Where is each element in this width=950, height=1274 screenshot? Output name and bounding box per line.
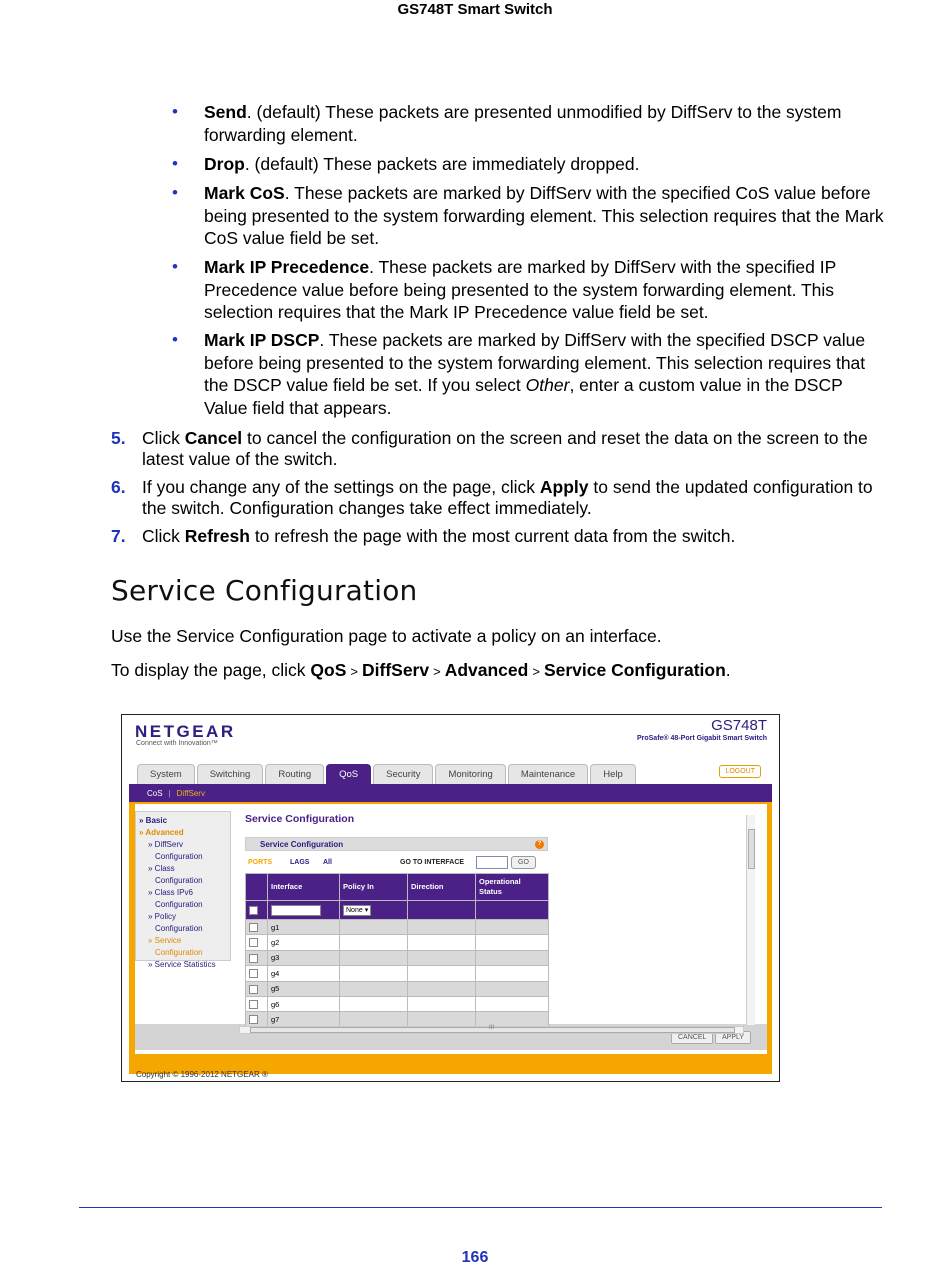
sidebar-item-service-statistics[interactable]: » Service Statistics: [148, 960, 216, 969]
panel-title: Service Configuration: [260, 839, 344, 849]
tab-routing[interactable]: Routing: [265, 764, 324, 784]
edit-row: [246, 901, 549, 920]
main-tabs: [137, 764, 636, 784]
nav-step: Advanced: [444, 660, 529, 680]
subnav-cos[interactable]: CoS: [147, 788, 163, 798]
product-name: GS748T: [711, 717, 767, 734]
bullet-term: Mark IP Precedence: [204, 257, 370, 277]
table-row: [246, 981, 549, 996]
tab-security[interactable]: Security: [373, 764, 433, 784]
filter-all[interactable]: All: [323, 859, 332, 866]
column-header: Policy In: [340, 874, 408, 901]
sidebar-item-class-config[interactable]: » Class: [148, 864, 175, 873]
tab-switching[interactable]: Switching: [197, 764, 264, 784]
interface-cell: g3: [268, 950, 340, 965]
filter-lags[interactable]: LAGS: [290, 859, 310, 866]
step-number: 7.: [111, 526, 126, 546]
bullet-text: . These packets are marked by DiffServ with the specified CoS value before being presented to the system forwarding element. This selection requires that the Mark CoS value field be set.: [204, 183, 884, 248]
logo-tagline: Connect with Innovation™: [136, 740, 218, 747]
nav-text: .: [725, 660, 731, 680]
step-text: to refresh the page with the most current data from the switch.: [249, 526, 736, 546]
step-bold: Refresh: [184, 526, 250, 546]
bullet-text: . (default) These packets are immediately dropped.: [244, 154, 640, 174]
table-row: [246, 966, 549, 981]
interface-cell: g1: [268, 920, 340, 935]
select-all-checkbox[interactable]: [249, 906, 258, 915]
bullet-italic: Other: [525, 375, 570, 395]
step-number: 5.: [111, 428, 126, 448]
nav-step: DiffServ: [362, 660, 430, 680]
sidebar-item-class-ipv6-config-line2[interactable]: Configuration: [155, 900, 203, 909]
bullet-term: Send: [204, 102, 247, 122]
bullet-mark-ip-dscp: [172, 329, 884, 419]
switch-ui-screenshot: [121, 714, 780, 1082]
policy-in-select[interactable]: [343, 905, 371, 916]
nav-separator: >: [350, 664, 358, 679]
tab-system[interactable]: System: [137, 764, 195, 784]
step-text: If you change any of the settings on the page, click: [142, 477, 540, 497]
copyright: Copyright © 1996-2012 NETGEAR ®: [136, 1070, 268, 1079]
bullet-send: [172, 101, 884, 146]
chevron-down-icon: ▾: [364, 906, 369, 914]
sidebar-item-diffserv-config[interactable]: » DiffServ: [148, 840, 183, 849]
help-icon[interactable]: ?: [535, 840, 544, 849]
bullet-term: Mark CoS: [204, 183, 285, 203]
header-select: [246, 874, 268, 901]
subnav-diffserv[interactable]: DiffServ: [176, 788, 205, 798]
row-checkbox[interactable]: [249, 1015, 258, 1024]
step-bold: Apply: [539, 477, 589, 497]
sidebar-item-advanced[interactable]: » Advanced: [139, 828, 184, 837]
page-number: 166: [461, 1249, 489, 1266]
tab-qos[interactable]: QoS: [326, 764, 371, 784]
table-row: [246, 920, 549, 935]
sidebar-item-basic[interactable]: » Basic: [139, 816, 168, 825]
policy-in-value: None: [346, 906, 363, 914]
bullet-text-tail: , enter a custom value in the DSCP Value field that appears.: [204, 375, 843, 418]
interface-cell: g4: [268, 966, 340, 981]
step-text: to send the updated configuration to the switch. Configuration changes take effect immediately.: [142, 477, 873, 518]
bullet-text: . These packets are marked by DiffServ with the specified DSCP value before being presented to the system forwarding element. This selection requires that the DSCP value field be set. If you select: [204, 330, 866, 395]
nav-text: To display the page, click: [111, 660, 311, 680]
panel-header: [245, 837, 548, 851]
row-checkbox[interactable]: [249, 1000, 258, 1009]
subnav-bar: [129, 784, 772, 802]
product-subtitle: ProSafe® 48-Port Gigabit Smart Switch: [636, 735, 767, 742]
service-table: [245, 873, 549, 1028]
step-text: to cancel the configuration on the screen and reset the data on the screen to the latest value of the switch.: [142, 428, 868, 469]
bullet-dot: •: [172, 102, 178, 121]
filter-ports[interactable]: PORTS: [248, 859, 273, 866]
table-row: [246, 935, 549, 950]
bullet-dot: •: [172, 330, 178, 349]
step-6: [111, 477, 884, 519]
row-checkbox[interactable]: [249, 954, 258, 963]
table-row: [246, 996, 549, 1011]
bullet-mark-cos: [172, 182, 884, 250]
row-checkbox[interactable]: [249, 985, 258, 994]
nav-separator: >: [433, 664, 441, 679]
step-5: [111, 428, 884, 470]
netgear-logo: NETGEAR: [135, 722, 236, 741]
bullet-dot: •: [172, 183, 178, 202]
running-header: GS748T Smart Switch: [397, 1, 553, 18]
scroll-thumb[interactable]: [250, 1027, 735, 1033]
footer-rule: [79, 1207, 882, 1208]
sidebar-item-diffserv-config-line2[interactable]: Configuration: [155, 852, 203, 861]
nav-separator: >: [532, 664, 540, 679]
table-row: [246, 950, 549, 965]
step-bold: Cancel: [184, 428, 243, 448]
sidebar-nav: [135, 811, 231, 969]
bullet-text: . (default) These packets are presented unmodified by DiffServ to the system forwarding element.: [204, 102, 842, 145]
bullet-dot: •: [172, 154, 178, 173]
page-title: Service Configuration: [245, 813, 355, 825]
section-title: Service Configuration: [111, 574, 418, 607]
sidebar-item-service-config-line2[interactable]: Configuration: [155, 948, 203, 957]
bullet-mark-ip-precedence: [172, 256, 884, 324]
sidebar-item-class-ipv6-config[interactable]: » Class IPv6: [148, 888, 193, 897]
bullet-text: . These packets are marked by DiffServ with the specified IP Precedence value before being presented to the system forwarding element. This selection requires that the Mark IP Precedence value field be set.: [204, 257, 836, 322]
go-button[interactable]: GO: [511, 856, 536, 869]
vertical-scrollbar[interactable]: [746, 815, 755, 1025]
apply-button[interactable]: APPLY: [715, 1031, 751, 1044]
go-to-interface-input[interactable]: [476, 856, 508, 869]
scroll-thumb[interactable]: [748, 829, 755, 869]
column-header: Interface: [268, 874, 340, 901]
subnav-separator: |: [168, 788, 171, 798]
row-checkbox[interactable]: [249, 969, 258, 978]
sidebar-item-class-config-line2[interactable]: Configuration: [155, 876, 203, 885]
column-header: Direction: [408, 874, 476, 901]
step-text: Click: [142, 526, 185, 546]
nav-step: Service Configuration: [543, 660, 726, 680]
interface-cell: g7: [268, 1012, 340, 1027]
column-header: Operational Status: [476, 874, 549, 901]
sidebar-item-policy-config[interactable]: » Policy: [148, 912, 177, 921]
step-7: [111, 526, 884, 547]
horizontal-scrollbar[interactable]: [239, 1026, 744, 1034]
step-text: Click: [142, 428, 185, 448]
intro-paragraph: Use the Service Configuration page to activate a policy on an interface.: [111, 626, 662, 646]
row-checkbox[interactable]: [249, 938, 258, 947]
sidebar-item-policy-config-line2[interactable]: Configuration: [155, 924, 203, 933]
table-row: [246, 1012, 549, 1027]
nav-step: QoS: [310, 660, 347, 680]
bullet-term: Mark IP DSCP: [204, 330, 320, 350]
tab-monitoring[interactable]: Monitoring: [435, 764, 505, 784]
bullet-term: Drop: [204, 154, 245, 174]
interface-input[interactable]: [271, 905, 321, 916]
logout-button[interactable]: LOGOUT: [719, 765, 761, 778]
sidebar-item-service-config[interactable]: » Service: [148, 936, 182, 945]
cancel-button[interactable]: CANCEL: [671, 1031, 713, 1044]
bullet-dot: •: [172, 257, 178, 276]
tab-maintenance[interactable]: Maintenance: [508, 764, 588, 784]
bullet-drop: [172, 153, 884, 176]
step-number: 6.: [111, 477, 126, 497]
scroll-grip: III: [489, 1025, 495, 1031]
filter-row: [245, 851, 548, 873]
go-to-interface-label: GO TO INTERFACE: [400, 859, 465, 866]
row-checkbox[interactable]: [249, 923, 258, 932]
tab-help[interactable]: Help: [590, 764, 636, 784]
interface-cell: g6: [268, 996, 340, 1011]
interface-cell: g2: [268, 935, 340, 950]
nav-instruction: [111, 660, 731, 681]
interface-cell: g5: [268, 981, 340, 996]
